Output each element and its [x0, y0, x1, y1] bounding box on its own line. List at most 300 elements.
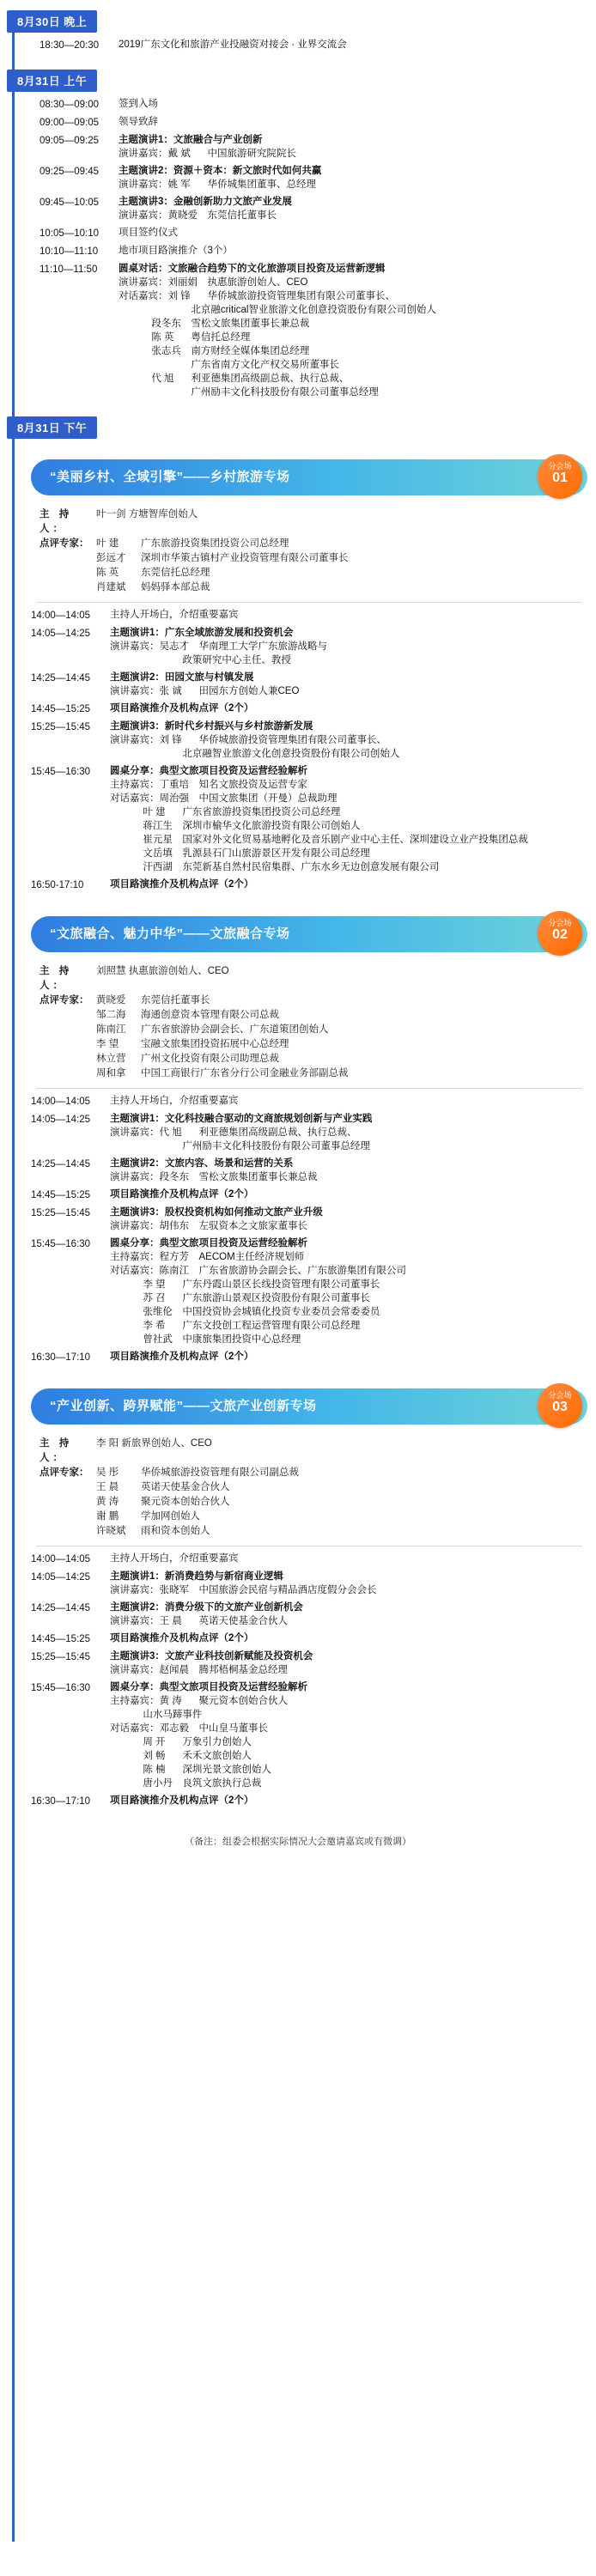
speaker-name: 汗西湖 — [143, 862, 173, 872]
speaker-title: AECOM主任经济规划师 — [198, 1252, 305, 1262]
speaker-line — [119, 344, 596, 358]
speaker-title: 广东省旅游投资集团投资公司总经理 — [182, 807, 341, 817]
speaker-value — [143, 653, 587, 667]
session-number-badge — [538, 911, 582, 956]
speaker-line — [110, 1278, 587, 1291]
speaker-line — [110, 860, 587, 874]
expert-first — [96, 1466, 587, 1480]
speaker-title: 禾禾文旅创始人 — [182, 1751, 252, 1761]
agenda-row — [40, 133, 596, 161]
expert-first — [96, 993, 587, 1008]
session-rows — [31, 608, 587, 896]
agenda-time: 14:00—14:05 — [31, 1097, 91, 1107]
session-header — [31, 911, 587, 957]
speaker-value — [143, 860, 587, 874]
session-host-block — [40, 1437, 587, 1539]
expert-row — [40, 1466, 587, 1480]
agenda-body — [119, 244, 596, 258]
speaker-line — [110, 847, 587, 860]
speaker-title: 英诺天使基金合伙人 — [198, 1616, 288, 1626]
row-gap — [31, 1365, 587, 1368]
speaker-line — [110, 778, 587, 792]
day2am-section — [0, 56, 596, 403]
speaker-title: 利亚德集团高级副总裁、执行总裁、 — [191, 374, 350, 384]
speaker-name: 李 望 — [143, 1279, 166, 1290]
speaker-line — [119, 358, 596, 372]
speaker-label — [110, 805, 143, 819]
expert-title: 海通创意资本管理有限公司总裁 — [141, 1010, 279, 1020]
speaker-title: 广东丹霞山景区长线投资管理有限公司董事长 — [182, 1279, 380, 1290]
speaker-label: 演讲嘉宾： — [110, 1616, 160, 1626]
agenda-row — [40, 244, 596, 258]
speaker-name: 张维伦 — [143, 1307, 173, 1317]
agenda-body — [110, 1649, 587, 1677]
speaker-label: 主持嘉宾： — [110, 1696, 160, 1706]
agenda-row — [31, 702, 587, 716]
agenda-row — [31, 626, 587, 667]
speaker-name: 陈 英 — [151, 332, 174, 343]
expert-name: 谢 鹏 — [96, 1511, 119, 1522]
speaker-name: 姚 军 — [167, 179, 191, 190]
session-rows — [31, 1552, 587, 1812]
agenda-text: 主持人开场白，介绍重要嘉宾 — [110, 610, 239, 620]
day1-section — [0, 0, 596, 56]
speaker-label: 演讲嘉宾： — [119, 277, 168, 288]
speaker-name: 周 开 — [143, 1737, 166, 1747]
speaker-title: 华侨城旅游投资管理集团有限公司董事长、 — [207, 291, 395, 301]
agenda-row — [31, 1601, 587, 1628]
agenda-time: 14:25—14:45 — [31, 1603, 91, 1613]
agenda-row — [31, 1157, 587, 1184]
session-header — [31, 1383, 587, 1430]
speaker-label: 演讲嘉宾： — [110, 1585, 160, 1595]
speaker-name: 戴 斌 — [167, 149, 191, 159]
expert-title: 华侨城旅游投资管理有限公司副总裁 — [141, 1467, 299, 1478]
speaker-value — [151, 386, 596, 399]
speaker-line — [110, 1170, 587, 1184]
expert-name: 王 晨 — [96, 1482, 119, 1492]
expert-name: 黄 涛 — [96, 1497, 119, 1507]
agenda-time: 14:05—14:25 — [31, 1115, 91, 1125]
speaker-label: 演讲嘉宾： — [110, 1665, 160, 1675]
host-label: 主 持 人： — [40, 966, 73, 991]
agenda-time: 10:05—10:10 — [40, 228, 100, 239]
speaker-name: 刘 畅 — [143, 1751, 166, 1761]
day2am-rows — [40, 97, 596, 403]
speaker-value — [168, 147, 596, 161]
host-row — [40, 964, 587, 993]
expert-name: 林立营 — [96, 1054, 126, 1064]
host-label: 主 持 人： — [40, 509, 73, 534]
expert-item — [96, 1008, 587, 1023]
speaker-label — [119, 372, 151, 386]
session-topic: 项目路演推介及机构点评（2个） — [110, 1795, 254, 1806]
agenda-time: 14:45—15:25 — [31, 1634, 91, 1644]
expert-item — [96, 1023, 587, 1037]
badge-label: 分会场 — [548, 1391, 572, 1400]
speaker-title: 东莞信托董事长 — [207, 210, 277, 221]
speaker-value — [151, 344, 596, 358]
agenda-row — [31, 720, 587, 761]
speaker-label — [110, 1291, 143, 1305]
session-host-block — [40, 507, 587, 595]
speaker-title: 深圳光景文旅创始人 — [182, 1765, 271, 1775]
speaker-title: 乳源县石门山旅游景区开发有限公司总经理 — [182, 848, 370, 859]
speaker-value — [143, 1763, 587, 1777]
agenda-row — [31, 1094, 587, 1109]
speaker-name: 陈 楠 — [143, 1765, 166, 1775]
speaker-line — [110, 1250, 587, 1264]
speaker-line — [110, 833, 587, 847]
session-topic: 主题演讲1：广东全域旅游发展和投资机会 — [110, 628, 294, 638]
expert-name: 陈南江 — [96, 1024, 126, 1035]
agenda-body — [119, 133, 596, 161]
speaker-label — [110, 860, 143, 874]
speaker-title: 深圳市榆华文化旅游投资有限公司创始人 — [182, 821, 361, 831]
speaker-title: 万象引力创始人 — [182, 1737, 252, 1747]
speaker-name: 文岳填 — [143, 848, 173, 859]
session-block — [31, 911, 587, 1368]
speaker-name: 段冬东 — [159, 1172, 189, 1182]
host-value: 刘照慧 执惠旅游创始人、CEO — [96, 966, 229, 976]
agenda-time: 14:45—15:25 — [31, 1190, 91, 1200]
session-topic: 主题演讲3：文旅产业科技创新赋能及投资机会 — [110, 1651, 313, 1662]
speaker-name: 唐小丹 — [143, 1778, 173, 1789]
speaker-label — [119, 303, 151, 317]
session-number-badge — [538, 454, 582, 499]
agenda-body — [119, 97, 596, 111]
session-title: “文旅融合、魅力中华”——文旅融合专场 — [50, 927, 290, 941]
session-topic: 主题演讲1：文化科技融合驱动的文商旅规划创新与产业实践 — [110, 1114, 373, 1124]
expert-first — [96, 537, 587, 551]
agenda-row — [31, 764, 587, 874]
speaker-label — [110, 653, 143, 667]
speaker-value — [143, 847, 587, 860]
agenda-body — [110, 1552, 587, 1565]
speaker-name: 张晓军 — [159, 1585, 189, 1595]
speaker-title: 腾邦梧桐基金总经理 — [198, 1665, 288, 1675]
speaker-name: 王 晨 — [159, 1616, 182, 1626]
agenda-body — [110, 1157, 587, 1184]
speaker-name: 李 希 — [143, 1321, 166, 1331]
speaker-line — [110, 747, 587, 761]
host-value: 李 阳 新旅界创始人、CEO — [96, 1438, 212, 1449]
speaker-value — [151, 372, 596, 386]
session-block — [31, 1383, 587, 1812]
agenda-time: 14:45—15:25 — [31, 704, 91, 714]
session-topic: 圆桌分享：典型文旅项目投资及运营经验解析 — [110, 1238, 307, 1249]
expert-label: 点评专家： — [40, 538, 89, 549]
speaker-name: 蒋江生 — [143, 821, 173, 831]
agenda-body — [119, 164, 596, 191]
speaker-line — [110, 1219, 587, 1233]
expert-name: 周和拿 — [96, 1068, 126, 1078]
day2pm-date-pill: 8月31日 下午 — [7, 416, 97, 439]
speaker-label: 演讲嘉宾： — [110, 1172, 160, 1182]
speaker-line — [110, 792, 587, 805]
agenda-text: 2019广东文化和旅游产业投融资对接会 · 业界交流会 — [119, 39, 347, 50]
speaker-line — [110, 1749, 587, 1763]
speaker-line — [110, 1319, 587, 1333]
speaker-name: 代 旭 — [159, 1127, 182, 1138]
expert-list — [96, 1480, 587, 1539]
speaker-title: 中山皇马董事长 — [198, 1723, 268, 1734]
agenda-time: 16:50-17:10 — [31, 880, 84, 890]
agenda-time: 08:30—09:00 — [40, 100, 100, 110]
speaker-name: 刘丽娟 — [167, 277, 198, 288]
speaker-line — [119, 372, 596, 386]
agenda-time: 15:45—16:30 — [31, 1683, 91, 1693]
session-divider — [36, 602, 582, 603]
host-label: 主 持 人： — [40, 1438, 73, 1463]
speaker-title: 广州励丰文化科技股份有限公司董事总经理 — [182, 1141, 370, 1151]
agenda-body — [110, 1794, 587, 1807]
session-header — [31, 454, 587, 501]
speaker-value — [143, 1278, 587, 1291]
speaker-name: 山水马蹄事件 — [143, 1710, 203, 1720]
speaker-value — [143, 1749, 587, 1763]
speaker-label — [119, 386, 151, 399]
speaker-value — [160, 1264, 588, 1278]
agenda-time: 09:45—10:05 — [40, 197, 100, 208]
speaker-line — [110, 640, 587, 653]
speaker-name: 苏 召 — [143, 1293, 166, 1303]
badge-number: 01 — [552, 471, 568, 485]
agenda-row — [31, 608, 587, 623]
speaker-label: 演讲嘉宾： — [119, 179, 168, 190]
agenda-body — [110, 671, 587, 698]
speaker-line — [110, 1663, 587, 1677]
speaker-value — [160, 1170, 588, 1184]
expert-item — [96, 1480, 587, 1495]
expert-item — [96, 580, 587, 595]
speaker-line — [119, 276, 596, 289]
session-host-block — [40, 964, 587, 1081]
speaker-label: 对话嘉宾： — [110, 1266, 160, 1276]
speaker-value — [160, 1614, 588, 1628]
speaker-title: 中国旅游研究院院长 — [207, 149, 296, 159]
host-value: 叶一剑 方塘智库创始人 — [96, 509, 198, 519]
speaker-value — [160, 1219, 588, 1233]
agenda-row — [31, 1350, 587, 1364]
speaker-value — [151, 331, 596, 344]
expert-item — [96, 551, 587, 566]
expert-item — [96, 1495, 587, 1510]
speaker-value — [160, 1663, 588, 1677]
agenda-body — [110, 1350, 587, 1364]
speaker-label — [110, 1278, 143, 1291]
speaker-line — [110, 805, 587, 819]
agenda-time: 15:25—15:45 — [31, 722, 91, 732]
speaker-line — [119, 331, 596, 344]
agenda-body — [110, 1601, 587, 1628]
speaker-value — [143, 833, 587, 847]
agenda-text: 领导致辞 — [119, 117, 158, 127]
sessions-container — [0, 454, 596, 1812]
speaker-label — [119, 358, 151, 372]
agenda-row — [31, 1680, 587, 1790]
speaker-line — [110, 1333, 587, 1346]
speaker-name: 崔元星 — [143, 835, 173, 845]
speaker-name: 黄 涛 — [159, 1696, 182, 1706]
row-gap — [31, 893, 587, 896]
agenda-row — [31, 671, 587, 698]
speaker-line — [110, 1735, 587, 1749]
agenda-time: 15:45—16:30 — [31, 767, 91, 777]
agenda-body — [110, 608, 587, 622]
session-topic: 主题演讲3：金融创新助力文旅产业发展 — [119, 197, 292, 207]
session-rows — [31, 1094, 587, 1368]
speaker-value — [143, 1708, 587, 1722]
speaker-title: 田园东方创始人兼CEO — [198, 686, 300, 696]
speaker-title: 国家对外文化贸易基地孵化及音乐剧产业中心主任、深圳建设立业产投集团总裁 — [182, 835, 528, 845]
agenda-time: 14:25—14:45 — [31, 1159, 91, 1170]
speaker-line — [119, 303, 596, 317]
speaker-label — [110, 1708, 143, 1722]
expert-title: 广州文化投资有限公司助理总裁 — [141, 1054, 279, 1064]
session-topic: 项目路演推介及机构点评（2个） — [110, 1633, 254, 1643]
agenda-text: 主持人开场白，介绍重要嘉宾 — [110, 1553, 239, 1564]
agenda-time: 15:45—16:30 — [31, 1239, 91, 1249]
expert-item — [96, 1052, 587, 1066]
agenda-body — [110, 702, 587, 715]
agenda-body — [110, 720, 587, 761]
session-topic: 主题演讲1：文旅融合与产业创新 — [119, 135, 263, 145]
speaker-title: 中国投资协会城镇化投资专业委员会常委委员 — [182, 1307, 380, 1317]
session-topic: 项目路演推介及机构点评（2个） — [110, 1189, 254, 1200]
speaker-line — [110, 1139, 587, 1153]
agenda-time: 11:10—11:50 — [40, 264, 98, 275]
agenda-body — [110, 1188, 587, 1201]
speaker-title: 中国文旅集团（开曼）总裁助理 — [198, 793, 338, 804]
footer-note: （备注：组委会根据实际情况大会邀请嘉宾或有微调） — [185, 1837, 411, 1847]
speaker-title: 中康旅集团投资中心总经理 — [182, 1334, 301, 1345]
speaker-label — [110, 1319, 143, 1333]
speaker-label — [110, 1749, 143, 1763]
agenda-time: 18:30—20:30 — [40, 40, 100, 51]
speaker-title: 北京融智业旅游文化创意投资股份有限公司创始人 — [182, 749, 400, 759]
speaker-name: 赵闻晨 — [159, 1665, 189, 1675]
session-topic: 项目路演推介及机构点评（2个） — [110, 1352, 254, 1362]
agenda-time: 09:05—09:25 — [40, 136, 100, 146]
agenda-time: 15:25—15:45 — [31, 1208, 91, 1218]
agenda-body — [110, 626, 587, 667]
agenda-body — [110, 1206, 587, 1233]
expert-title: 广东旅游投资集团投资公司总经理 — [141, 538, 289, 549]
speaker-line — [119, 317, 596, 331]
expert-title: 聚元资本创始合伙人 — [141, 1497, 230, 1507]
speaker-name: 曾社武 — [143, 1334, 173, 1345]
expert-name: 吴 彤 — [96, 1467, 119, 1478]
speaker-label — [110, 847, 143, 860]
day1-date-pill: 8月30日 晚上 — [7, 10, 97, 33]
session-topic: 主题演讲3：新时代乡村振兴与乡村旅游新发展 — [110, 721, 313, 732]
speaker-label — [110, 819, 143, 833]
speaker-label: 演讲嘉宾： — [110, 686, 160, 696]
speaker-line — [119, 147, 596, 161]
agenda-row — [40, 38, 596, 52]
speaker-label: 演讲嘉宾： — [119, 210, 168, 221]
agenda-body — [110, 764, 587, 874]
expert-list — [96, 1008, 587, 1081]
agenda-row — [31, 1236, 587, 1346]
speaker-value — [143, 1139, 587, 1153]
expert-label: 点评专家： — [40, 1467, 89, 1478]
expert-name: 许晓斌 — [96, 1526, 126, 1536]
expert-item — [96, 1066, 587, 1081]
session-title: “产业创新、跨界赋能”——文旅产业创新专场 — [50, 1399, 317, 1413]
agenda-text: 地市项目路演推介（3个） — [119, 246, 233, 256]
speaker-title: 利亚德集团高级副总裁、执行总裁、 — [198, 1127, 357, 1138]
speaker-label — [110, 1305, 143, 1319]
expert-title: 英诺天使基金合伙人 — [141, 1482, 230, 1492]
speaker-line — [110, 653, 587, 667]
speaker-name: 程方芳 — [159, 1252, 189, 1262]
speaker-value — [160, 792, 588, 805]
agenda-row — [31, 1188, 587, 1202]
expert-title: 雨和资本创始人 — [141, 1526, 210, 1536]
speaker-name: 刘 锋 — [167, 291, 191, 301]
speaker-label — [110, 1139, 143, 1153]
speaker-value — [143, 805, 587, 819]
session-block — [31, 454, 587, 896]
speaker-value — [160, 640, 588, 653]
speaker-line — [110, 733, 587, 747]
speaker-title: 中国旅游会民宿与精品酒店度假分会会长 — [198, 1585, 377, 1595]
host-row — [40, 507, 587, 537]
expert-name: 陈 英 — [96, 568, 119, 578]
agenda-text: 签到入场 — [119, 99, 158, 109]
speaker-name: 张 诚 — [159, 686, 182, 696]
speaker-title: 知名文旅投资及运营专家 — [198, 780, 307, 790]
speaker-title: 雪松文旅集团董事长兼总裁 — [198, 1172, 318, 1182]
expert-name: 邹二海 — [96, 1010, 126, 1020]
expert-item — [96, 1524, 587, 1539]
speaker-value — [143, 1319, 587, 1333]
agenda-row — [31, 1570, 587, 1597]
agenda-row — [31, 1649, 587, 1677]
agenda-time: 16:30—17:10 — [31, 1352, 91, 1363]
speaker-line — [110, 1583, 587, 1597]
speaker-value — [151, 317, 596, 331]
expert-title: 东莞信托董事长 — [141, 995, 210, 1005]
speaker-title: 广东旅游山景观区投资股份有限公司董事长 — [182, 1293, 370, 1303]
vertical-rail — [12, 15, 15, 2542]
agenda-row — [31, 1552, 587, 1566]
speaker-value — [143, 1305, 587, 1319]
speaker-title: 华南理工大学广东旅游战略与 — [198, 641, 327, 652]
session-topic: 项目路演推介及机构点评（2个） — [110, 703, 254, 714]
speaker-value — [168, 209, 596, 222]
speaker-value — [160, 733, 588, 747]
speaker-line — [110, 684, 587, 698]
agenda-time: 14:25—14:45 — [31, 673, 91, 683]
speaker-name: 段冬东 — [151, 319, 181, 329]
speaker-line — [110, 1694, 587, 1708]
speaker-value — [160, 1250, 588, 1264]
speaker-title: 广东省旅游协会副会长、广东旅游集团有限公司 — [198, 1266, 406, 1276]
speaker-label: 主持嘉宾： — [110, 780, 160, 790]
agenda-row — [40, 226, 596, 240]
agenda-time: 10:10—11:10 — [40, 246, 99, 257]
speaker-value — [143, 1333, 587, 1346]
speaker-label — [110, 1735, 143, 1749]
speaker-title: 南方财经全媒体集团总经理 — [191, 346, 310, 356]
agenda-time: 15:25—15:45 — [31, 1652, 91, 1662]
speaker-label: 对话嘉宾： — [119, 291, 168, 301]
agenda-row — [31, 1631, 587, 1646]
speaker-name: 周治强 — [159, 793, 189, 804]
